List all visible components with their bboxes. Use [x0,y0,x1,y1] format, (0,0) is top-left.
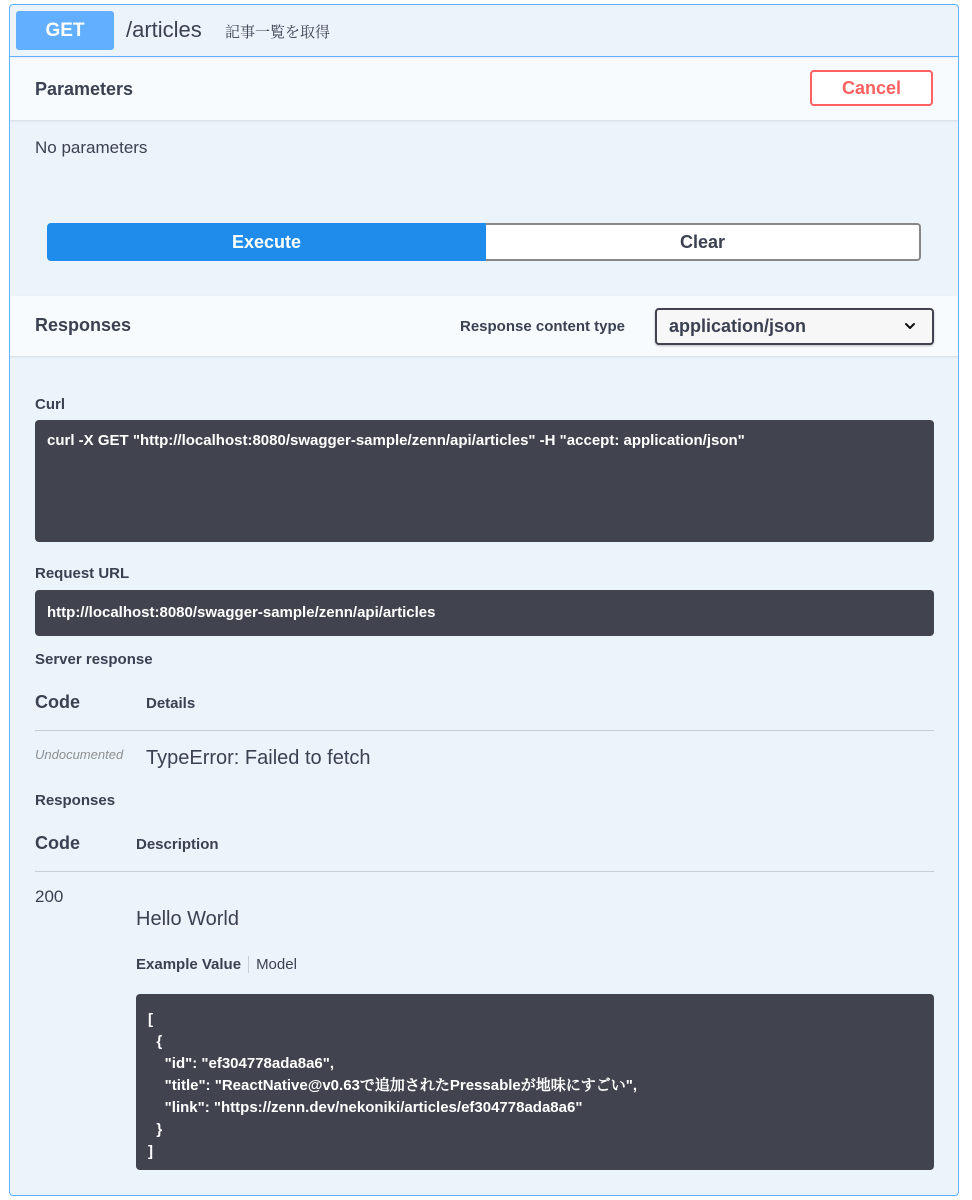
operation-summary[interactable] [10,5,958,57]
responses-title: Responses [35,315,132,335]
example-tabs [136,956,297,973]
server-response-details-header: Details [146,695,196,712]
server-response-status: Undocumented [35,747,124,762]
responses-code-header: Code [35,833,80,853]
operation-description: 記事一覧を取得 [225,23,331,41]
clear-button[interactable]: Clear [486,223,921,261]
parameters-title: Parameters [35,79,134,99]
response-content-type-select[interactable] [655,308,934,345]
example-value-code: [ { "id": "ef304778ada8a6", "title": "ReactNative@v0.63で追加されたPressableが地味にすごい", "link": "https://zenn.dev/nekoniki/articles/ef304778ada8a6" } ] [136,994,934,1170]
cancel-button[interactable]: Cancel [810,70,933,106]
responses-header [10,296,958,356]
curl-command: curl -X GET "http://localhost:8080/swagger-sample/zenn/api/articles" -H "accept: application/json" [35,420,934,542]
server-response-code-header: Code [35,692,80,712]
execute-button[interactable]: Execute [47,223,486,261]
execute-wrapper [47,223,921,261]
tab-example-value[interactable]: Example Value [136,956,249,973]
server-response-label: Server response [35,651,153,668]
responses-description-header: Description [136,836,219,853]
curl-label: Curl [35,396,65,413]
server-response-table-header [35,688,934,731]
responses-label: Responses [35,792,116,809]
response-content-type-value: application/json [669,316,807,336]
response-code: 200 [35,887,64,906]
request-url-value: http://localhost:8080/swagger-sample/zenn/api/articles [35,590,934,636]
operation-path: /articles [126,17,202,42]
no-parameters-text: No parameters [35,138,148,157]
parameters-header [10,58,958,120]
server-response-details: TypeError: Failed to fetch [146,747,371,769]
response-content-type-label: Response content type [460,318,626,335]
chevron-down-icon [904,320,916,332]
tab-model[interactable]: Model [256,956,297,973]
request-url-label: Request URL [35,565,130,582]
operation-block [9,4,959,1196]
method-badge: GET [16,11,114,50]
response-description: Hello World [136,908,239,930]
responses-table-header [35,830,934,872]
